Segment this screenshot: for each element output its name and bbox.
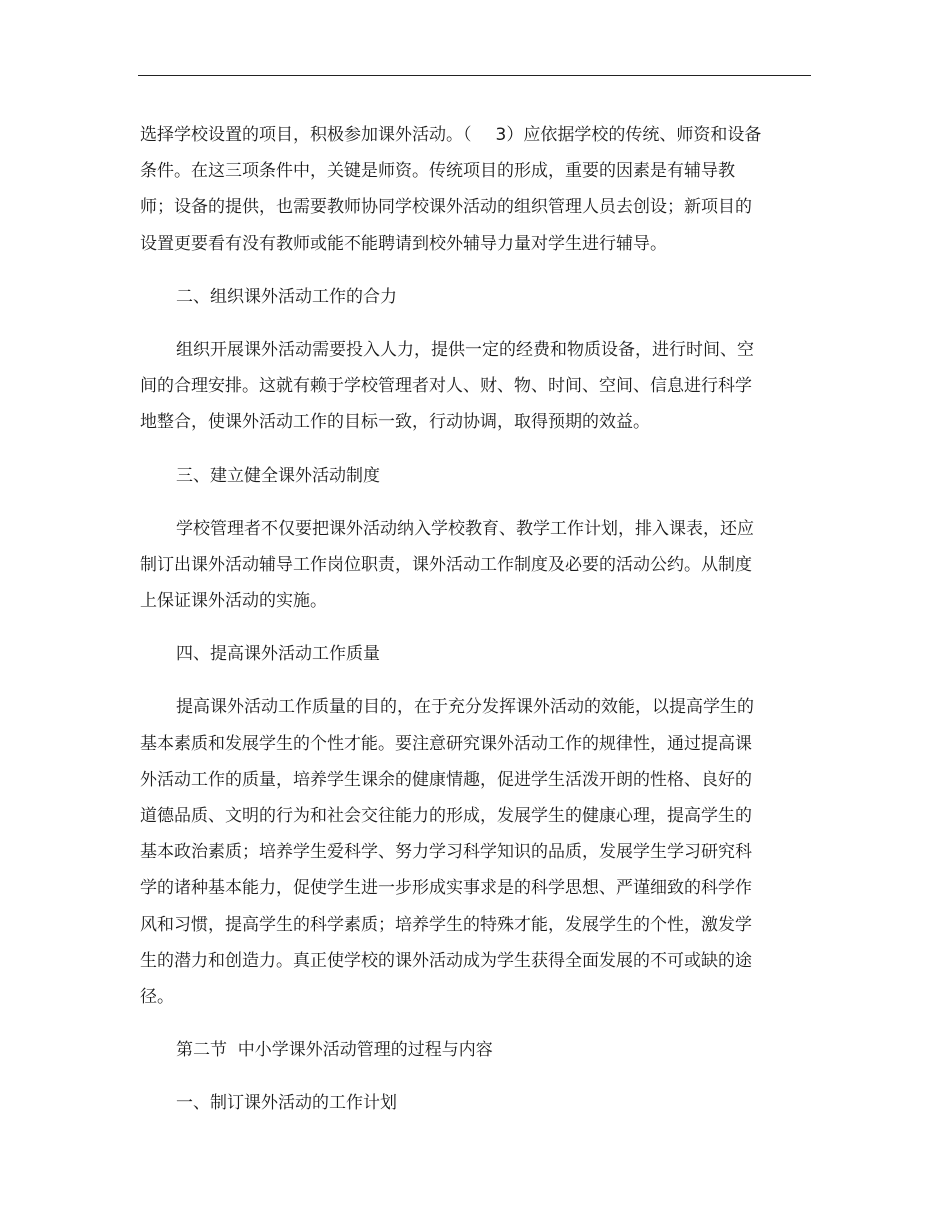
text-line: 基本政治素质；培养学生爱科学、努力学习科学知识的品质，发展学生学习研究科 (140, 842, 752, 863)
text-line: 外活动工作的质量，培养学生课余的健康情趣，促进学生活泼开朗的性格、良好的 (140, 769, 752, 790)
text-line: 组织开展课外活动需要投入人力，提供一定的经费和物质设备，进行时间、空 (176, 339, 754, 360)
heading-work-plan (140, 1085, 808, 1121)
text-line: 师；设备的提供，也需要教师协同学校课外活动的组织管理人员去创设；新项目的 (140, 197, 752, 218)
paragraph-resource-conditions (140, 117, 808, 262)
text-line: 设置更要看有没有教师或能不能聘请到校外辅导力量对学生进行辅导。 (140, 233, 667, 254)
header-rule (138, 75, 811, 76)
paragraph-organize-synergy (140, 332, 808, 441)
heading-section-two (140, 1032, 808, 1068)
section-heading: 二、组织课外活动工作的合力 (176, 286, 397, 307)
text-line: 风和习惯，提高学生的科学素质；培养学生的特殊才能，发展学生的个性，激发学 (140, 914, 752, 935)
text-line: 径。 (140, 986, 174, 1007)
text-line: 条件。在这三项条件中，关键是师资。传统项目的形成，重要的因素是有辅导教 (140, 161, 735, 182)
heading-organize-synergy (140, 279, 808, 315)
document-body (140, 117, 808, 1122)
section-heading: 四、提高课外活动工作质量 (176, 644, 380, 665)
text-line: 制订出课外活动辅导工作岗位职责，课外活动工作制度及必要的活动公约。从制度 (140, 554, 752, 575)
text-line: 选择学校设置的项目，积极参加课外活动。（ 3）应依据学校的传统、师资和设备 (140, 125, 762, 145)
text-line: 提高课外活动工作质量的目的，在于充分发挥课外活动的效能，以提高学生的 (176, 697, 754, 718)
heading-improve-quality (140, 636, 808, 672)
text-line: 地整合，使课外活动工作的目标一致，行动协调，取得预期的效益。 (140, 412, 650, 433)
heading-establish-system (140, 458, 808, 494)
text-line: 学校管理者不仅要把课外活动纳入学校教育、教学工作计划，排入课表，还应 (176, 518, 754, 539)
text-line: 上保证课外活动的实施。 (140, 591, 327, 612)
text-line: 道德品质、文明的行为和社会交往能力的形成，发展学生的健康心理，提高学生的 (140, 806, 752, 826)
paragraph-establish-system (140, 511, 808, 620)
chapter-section-heading: 第二节 中小学课外活动管理的过程与内容 (176, 1040, 493, 1061)
section-heading: 一、制订课外活动的工作计划 (176, 1093, 397, 1114)
text-line: 学的诸种基本能力，促使学生进一步形成实事求是的科学思想、严谨细致的科学作 (140, 878, 752, 899)
text-line: 生的潜力和创造力。真正使学校的课外活动成为学生获得全面发展的不可或缺的途 (140, 950, 752, 971)
section-heading: 三、建立健全课外活动制度 (176, 465, 380, 486)
paragraph-improve-quality (140, 689, 808, 1015)
text-line: 间的合理安排。这就有赖于学校管理者对人、财、物、时间、空间、信息进行科学 (140, 376, 752, 397)
text-line: 基本素质和发展学生的个性才能。要注意研究课外活动工作的规律性，通过提高课 (140, 733, 752, 754)
